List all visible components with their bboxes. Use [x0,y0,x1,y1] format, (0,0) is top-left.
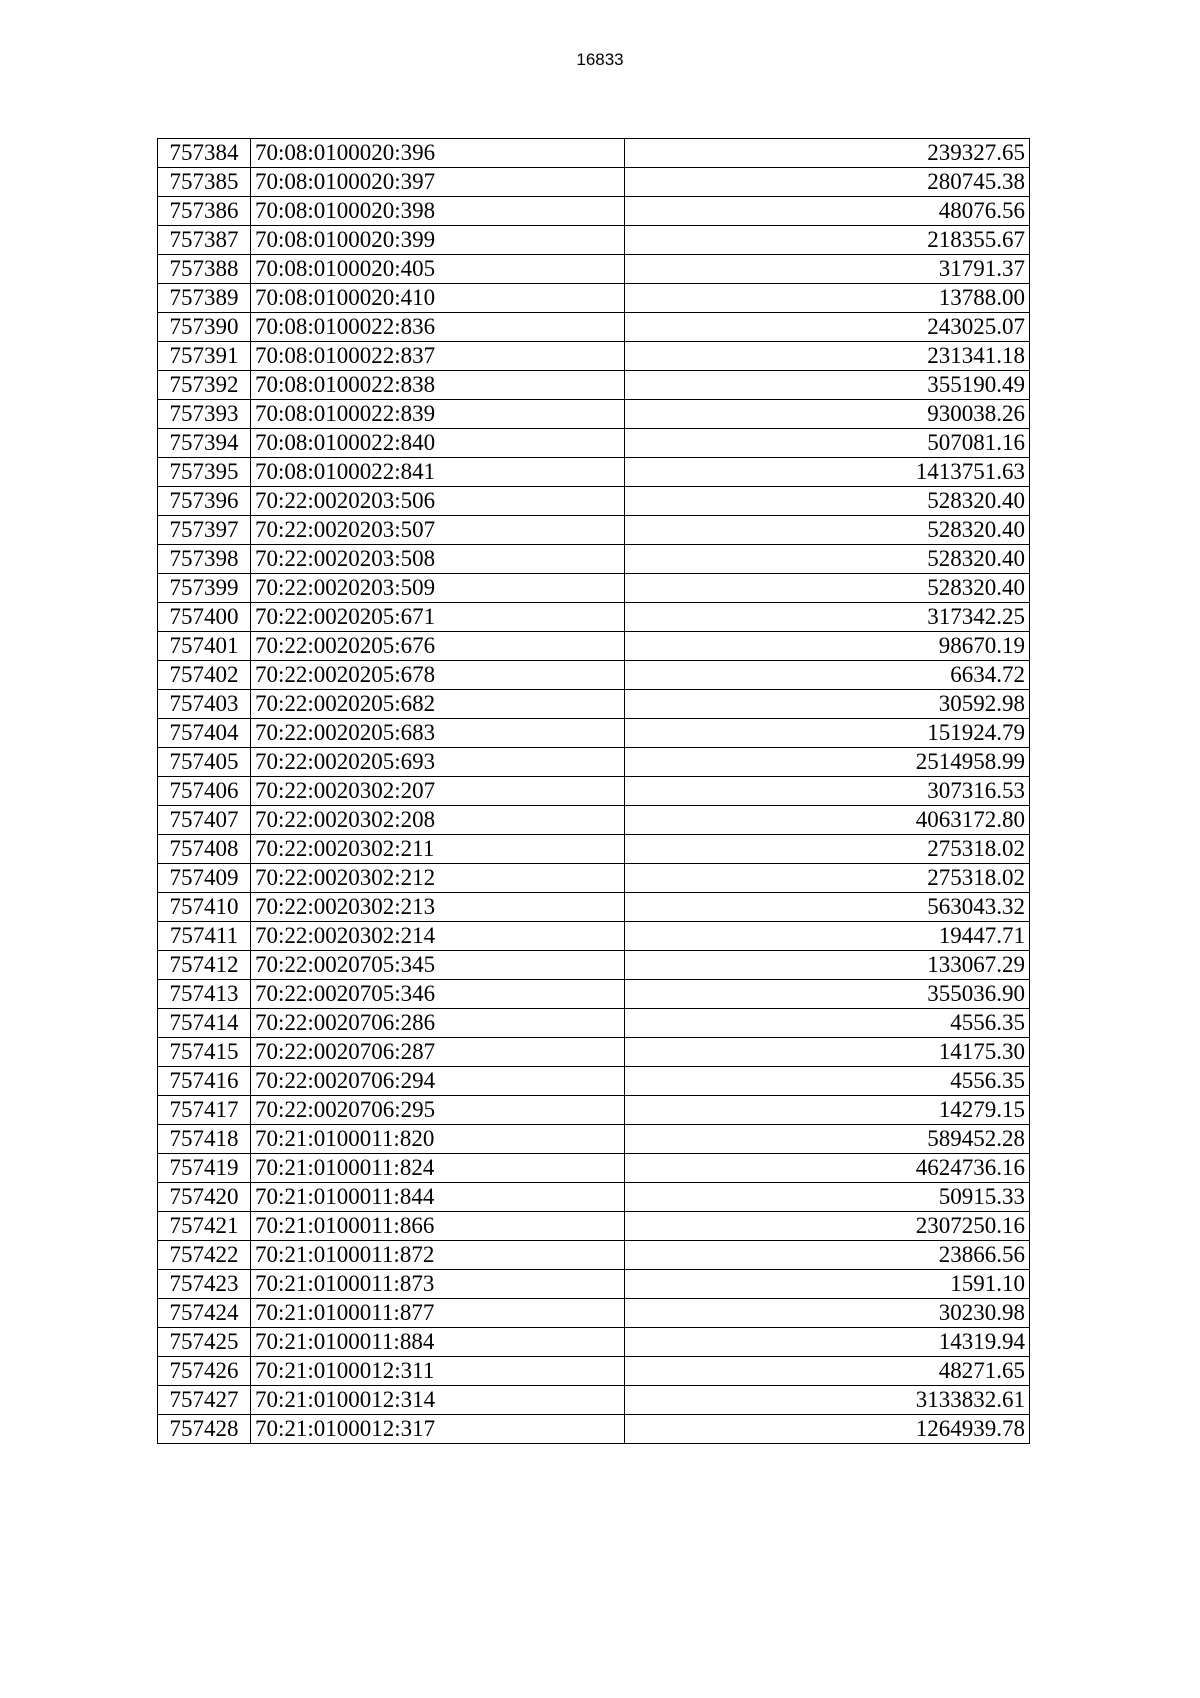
value-cell: 930038.26 [625,400,1030,429]
value-cell: 355036.90 [625,980,1030,1009]
row-number-cell: 757394 [158,429,251,458]
cadastral-number-cell: 70:08:0100022:836 [251,313,625,342]
data-table [157,138,1030,1444]
cadastral-number-cell: 70:22:0020706:287 [251,1038,625,1067]
value-cell: 275318.02 [625,864,1030,893]
cadastral-number-cell: 70:22:0020205:682 [251,690,625,719]
table-row [158,197,1030,226]
row-number-cell: 757399 [158,574,251,603]
cadastral-number-cell: 70:21:0100011:824 [251,1154,625,1183]
value-cell: 48076.56 [625,197,1030,226]
cadastral-number-cell: 70:08:0100022:840 [251,429,625,458]
row-number-cell: 757401 [158,632,251,661]
row-number-cell: 757389 [158,284,251,313]
table-row [158,1328,1030,1357]
row-number-cell: 757411 [158,922,251,951]
value-cell: 1264939.78 [625,1415,1030,1444]
cadastral-number-cell: 70:22:0020205:671 [251,603,625,632]
cadastral-number-cell: 70:22:0020706:295 [251,1096,625,1125]
table-row [158,864,1030,893]
row-number-cell: 757419 [158,1154,251,1183]
value-cell: 239327.65 [625,139,1030,168]
row-number-cell: 757424 [158,1299,251,1328]
row-number-cell: 757402 [158,661,251,690]
value-cell: 1591.10 [625,1270,1030,1299]
row-number-cell: 757390 [158,313,251,342]
row-number-cell: 757423 [158,1270,251,1299]
row-number-cell: 757393 [158,400,251,429]
row-number-cell: 757405 [158,748,251,777]
table-row [158,487,1030,516]
cadastral-number-cell: 70:22:0020203:508 [251,545,625,574]
row-number-cell: 757408 [158,835,251,864]
cadastral-number-cell: 70:22:0020302:208 [251,806,625,835]
value-cell: 48271.65 [625,1357,1030,1386]
row-number-cell: 757385 [158,168,251,197]
table-row [158,690,1030,719]
table-row [158,1357,1030,1386]
value-cell: 30592.98 [625,690,1030,719]
value-cell: 1413751.63 [625,458,1030,487]
row-number-cell: 757391 [158,342,251,371]
table-row [158,1241,1030,1270]
table-row [158,835,1030,864]
cadastral-number-cell: 70:21:0100011:866 [251,1212,625,1241]
value-cell: 30230.98 [625,1299,1030,1328]
value-cell: 4624736.16 [625,1154,1030,1183]
value-cell: 2514958.99 [625,748,1030,777]
table-row [158,429,1030,458]
row-number-cell: 757414 [158,1009,251,1038]
row-number-cell: 757400 [158,603,251,632]
cadastral-number-cell: 70:21:0100011:884 [251,1328,625,1357]
value-cell: 563043.32 [625,893,1030,922]
cadastral-number-cell: 70:21:0100011:820 [251,1125,625,1154]
table-row [158,574,1030,603]
row-number-cell: 757417 [158,1096,251,1125]
row-number-cell: 757428 [158,1415,251,1444]
value-cell: 355190.49 [625,371,1030,400]
table-row [158,603,1030,632]
table-row [158,632,1030,661]
table-row [158,400,1030,429]
table-row [158,1067,1030,1096]
cadastral-number-cell: 70:21:0100012:314 [251,1386,625,1415]
value-cell: 243025.07 [625,313,1030,342]
cadastral-number-cell: 70:21:0100011:877 [251,1299,625,1328]
row-number-cell: 757415 [158,1038,251,1067]
row-number-cell: 757416 [158,1067,251,1096]
value-cell: 280745.38 [625,168,1030,197]
row-number-cell: 757403 [158,690,251,719]
value-cell: 14319.94 [625,1328,1030,1357]
value-cell: 19447.71 [625,922,1030,951]
row-number-cell: 757388 [158,255,251,284]
row-number-cell: 757413 [158,980,251,1009]
row-number-cell: 757398 [158,545,251,574]
row-number-cell: 757387 [158,226,251,255]
table-row [158,313,1030,342]
row-number-cell: 757427 [158,1386,251,1415]
row-number-cell: 757384 [158,139,251,168]
cadastral-number-cell: 70:08:0100020:405 [251,255,625,284]
row-number-cell: 757409 [158,864,251,893]
row-number-cell: 757425 [158,1328,251,1357]
value-cell: 31791.37 [625,255,1030,284]
cadastral-number-cell: 70:22:0020705:345 [251,951,625,980]
cadastral-number-cell: 70:22:0020705:346 [251,980,625,1009]
cadastral-number-cell: 70:22:0020205:678 [251,661,625,690]
table-row [158,719,1030,748]
table-row [158,1038,1030,1067]
cadastral-number-cell: 70:21:0100012:317 [251,1415,625,1444]
table-row [158,951,1030,980]
value-cell: 13788.00 [625,284,1030,313]
table-row [158,226,1030,255]
table-row [158,1009,1030,1038]
cadastral-number-cell: 70:08:0100022:837 [251,342,625,371]
value-cell: 307316.53 [625,777,1030,806]
table-body [158,139,1030,1444]
table-row [158,1183,1030,1212]
table-row [158,458,1030,487]
row-number-cell: 757421 [158,1212,251,1241]
table-row [158,139,1030,168]
cadastral-number-cell: 70:22:0020203:507 [251,516,625,545]
row-number-cell: 757426 [158,1357,251,1386]
row-number-cell: 757407 [158,806,251,835]
cadastral-number-cell: 70:22:0020205:683 [251,719,625,748]
value-cell: 6634.72 [625,661,1030,690]
value-cell: 3133832.61 [625,1386,1030,1415]
value-cell: 589452.28 [625,1125,1030,1154]
table-row [158,893,1030,922]
row-number-cell: 757420 [158,1183,251,1212]
table-row [158,806,1030,835]
value-cell: 231341.18 [625,342,1030,371]
cadastral-number-cell: 70:08:0100022:838 [251,371,625,400]
table-row [158,1299,1030,1328]
cadastral-number-cell: 70:08:0100020:397 [251,168,625,197]
table-row [158,922,1030,951]
cadastral-number-cell: 70:21:0100011:872 [251,1241,625,1270]
cadastral-number-cell: 70:22:0020302:207 [251,777,625,806]
cadastral-number-cell: 70:22:0020302:214 [251,922,625,951]
value-cell: 4556.35 [625,1009,1030,1038]
table-row [158,1154,1030,1183]
cadastral-number-cell: 70:22:0020706:286 [251,1009,625,1038]
row-number-cell: 757412 [158,951,251,980]
cadastral-number-cell: 70:21:0100011:873 [251,1270,625,1299]
cadastral-number-cell: 70:21:0100011:844 [251,1183,625,1212]
value-cell: 317342.25 [625,603,1030,632]
value-cell: 528320.40 [625,516,1030,545]
row-number-cell: 757397 [158,516,251,545]
table-row [158,545,1030,574]
cadastral-number-cell: 70:22:0020302:212 [251,864,625,893]
table-row [158,748,1030,777]
table-row [158,371,1030,400]
value-cell: 151924.79 [625,719,1030,748]
table-row [158,168,1030,197]
value-cell: 528320.40 [625,487,1030,516]
cadastral-number-cell: 70:22:0020203:506 [251,487,625,516]
value-cell: 528320.40 [625,574,1030,603]
row-number-cell: 757422 [158,1241,251,1270]
cadastral-number-cell: 70:08:0100020:398 [251,197,625,226]
value-cell: 4063172.80 [625,806,1030,835]
cadastral-number-cell: 70:22:0020302:213 [251,893,625,922]
cadastral-number-cell: 70:22:0020205:693 [251,748,625,777]
value-cell: 14279.15 [625,1096,1030,1125]
table-row [158,661,1030,690]
row-number-cell: 757396 [158,487,251,516]
table-row [158,284,1030,313]
table-row [158,342,1030,371]
row-number-cell: 757386 [158,197,251,226]
value-cell: 23866.56 [625,1241,1030,1270]
table-row [158,1270,1030,1299]
cadastral-number-cell: 70:21:0100012:311 [251,1357,625,1386]
table-row [158,1125,1030,1154]
value-cell: 4556.35 [625,1067,1030,1096]
table-row [158,777,1030,806]
value-cell: 218355.67 [625,226,1030,255]
row-number-cell: 757410 [158,893,251,922]
table-row [158,516,1030,545]
cadastral-number-cell: 70:08:0100022:839 [251,400,625,429]
cadastral-number-cell: 70:08:0100020:396 [251,139,625,168]
table-row [158,1212,1030,1241]
page-number: 16833 [576,50,624,69]
cadastral-number-cell: 70:22:0020205:676 [251,632,625,661]
cadastral-number-cell: 70:22:0020203:509 [251,574,625,603]
table-row [158,255,1030,284]
row-number-cell: 757404 [158,719,251,748]
table-row [158,1386,1030,1415]
value-cell: 98670.19 [625,632,1030,661]
cadastral-number-cell: 70:22:0020706:294 [251,1067,625,1096]
value-cell: 2307250.16 [625,1212,1030,1241]
cadastral-number-cell: 70:08:0100020:399 [251,226,625,255]
value-cell: 507081.16 [625,429,1030,458]
value-cell: 50915.33 [625,1183,1030,1212]
cadastral-number-cell: 70:08:0100022:841 [251,458,625,487]
cadastral-number-cell: 70:22:0020302:211 [251,835,625,864]
row-number-cell: 757395 [158,458,251,487]
table-row [158,1415,1030,1444]
cadastral-number-cell: 70:08:0100020:410 [251,284,625,313]
row-number-cell: 757406 [158,777,251,806]
table-row [158,1096,1030,1125]
value-cell: 528320.40 [625,545,1030,574]
value-cell: 275318.02 [625,835,1030,864]
row-number-cell: 757418 [158,1125,251,1154]
row-number-cell: 757392 [158,371,251,400]
value-cell: 14175.30 [625,1038,1030,1067]
table-row [158,980,1030,1009]
value-cell: 133067.29 [625,951,1030,980]
